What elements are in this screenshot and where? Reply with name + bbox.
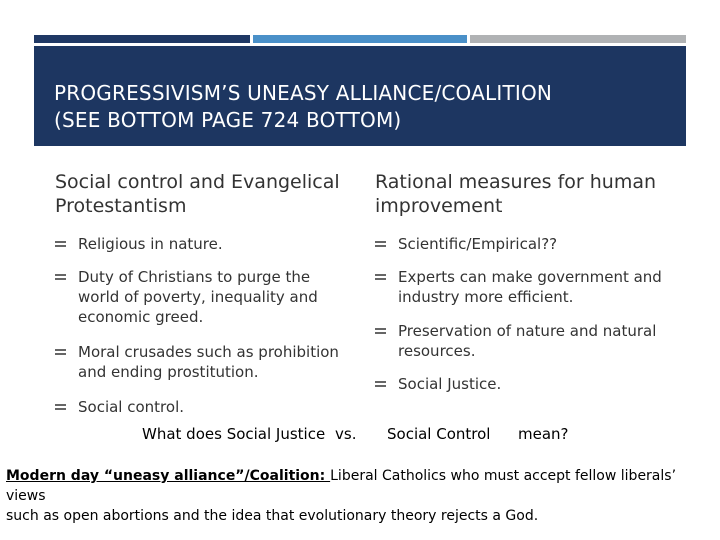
right-bullet-text: [398, 321, 656, 361]
slide-title: [54, 80, 674, 134]
bullet-icon: [375, 239, 386, 249]
right-bullet-text: [398, 267, 662, 307]
question-part-vs: vs.: [335, 425, 357, 443]
right-header-line2: improvement: [375, 195, 503, 217]
bullet-line: industry more efficient.: [398, 288, 574, 306]
bullet-line: and ending prostitution.: [78, 363, 259, 381]
left-header-line1: Social control and Evangelical: [55, 171, 340, 193]
left-column-header: [55, 170, 345, 218]
accent-bar-gray: [470, 35, 686, 43]
accent-bar-blue: [253, 35, 467, 43]
bottom-note-line1: [6, 466, 716, 506]
right-header-line1: Rational measures for human: [375, 171, 657, 193]
bottom-note-lead: Modern day “uneasy alliance”/Coalition:: [6, 468, 331, 484]
bullet-icon: [375, 272, 386, 282]
bullet-line: Duty of Christians to purge the: [78, 268, 311, 286]
bullet-icon: [375, 326, 386, 336]
bullet-line: Preservation of nature and natural: [398, 322, 657, 340]
right-bullet-text: [398, 234, 557, 254]
bullet-line: economic greed.: [78, 308, 204, 326]
bullet-line: Moral crusades such as prohibition: [78, 343, 339, 361]
bottom-note-rest: Liberal Catholics who must accept fellow liberals’ views: [6, 468, 677, 504]
accent-bar-dark: [34, 35, 250, 43]
left-bullet-text: [78, 234, 223, 254]
bullet-icon: [375, 379, 386, 389]
bullet-line: Experts can make government and: [398, 268, 662, 286]
right-column-header: [375, 170, 675, 218]
right-bullet-text: [398, 374, 501, 394]
left-bullet-text: [78, 342, 339, 382]
slide-title-line2: (SEE BOTTOM PAGE 724 BOTTOM): [54, 108, 402, 132]
slide-title-line1: PROGRESSIVISM’S UNEASY ALLIANCE/COALITION: [54, 81, 553, 105]
bullet-line: Religious in nature.: [78, 235, 223, 253]
bullet-line: Social control.: [78, 398, 185, 416]
bullet-line: Scientific/Empirical??: [398, 235, 558, 253]
question-part-mean: mean?: [518, 425, 569, 443]
bullet-icon: [55, 272, 66, 282]
left-header-line2: Protestantism: [55, 195, 187, 217]
question-part-social-justice: What does Social Justice: [142, 425, 326, 443]
bullet-icon: [55, 239, 66, 249]
left-bullet-text: [78, 267, 318, 327]
bullet-icon: [55, 347, 66, 357]
bullet-icon: [55, 402, 66, 412]
bullet-line: resources.: [398, 342, 476, 360]
left-bullet-text: [78, 397, 184, 417]
question-part-social-control: Social Control: [387, 425, 491, 443]
bottom-note-line2: such as open abortions and the idea that evolutionary theory rejects a God.: [6, 508, 539, 524]
bullet-line: world of poverty, inequality and: [78, 288, 318, 306]
bottom-note: [6, 466, 716, 526]
bullet-line: Social Justice.: [398, 375, 502, 393]
